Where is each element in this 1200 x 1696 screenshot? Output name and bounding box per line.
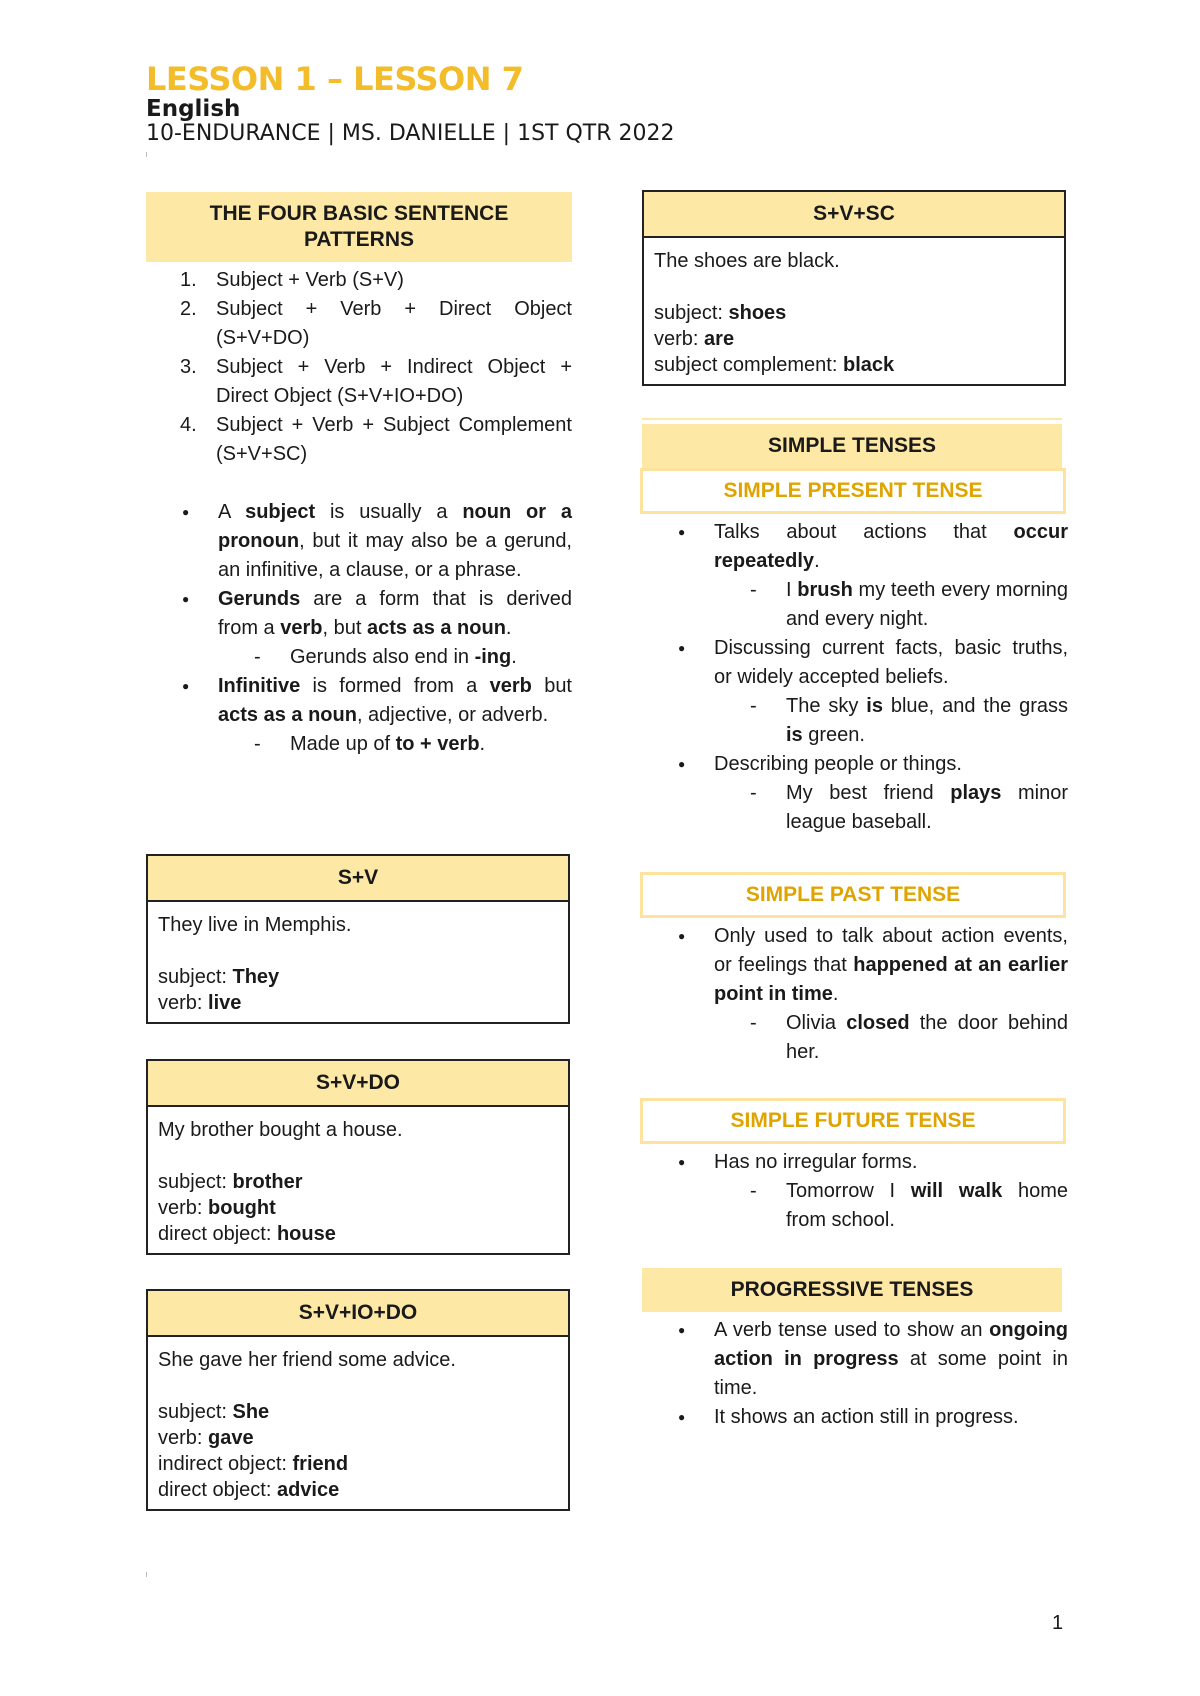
page-number: 1 <box>1052 1612 1064 1634</box>
box-title: S+V+DO <box>148 1061 568 1107</box>
list-item: ● Talks about actions that occur repeatedly. - I brush my teeth every morning and every night. <box>642 518 1068 634</box>
list-item: ● Describing people or things. - My best friend plays minor league baseball. <box>642 750 1068 837</box>
sub-item: - Made up of to + verb. <box>218 730 572 759</box>
role-row: direct object: advice <box>158 1479 340 1501</box>
example-sentence: The shoes are black. <box>654 250 840 272</box>
list-item: ● Gerunds are a form that is derived from a verb, but acts as a noun. - Gerunds also end in -ing. <box>146 585 572 672</box>
sub-item: - Gerunds also end in -ing. <box>218 643 572 672</box>
past-notes <box>642 922 1068 1067</box>
role-row: subject: They <box>158 966 280 988</box>
class-meta: 10-ENDURANCE | MS. DANIELLE | 1ST QTR 2022 <box>146 121 675 146</box>
example-sentence: She gave her friend some advice. <box>158 1349 456 1371</box>
sub-item: - Tomorrow I will walk home from school. <box>714 1177 1068 1235</box>
sub-item: - The sky is blue, and the grass is green. <box>714 692 1068 750</box>
simple-future-heading: SIMPLE FUTURE TENSE <box>640 1098 1066 1144</box>
sub-item: - Olivia closed the door behind her. <box>714 1009 1068 1067</box>
definitions-list <box>146 498 572 759</box>
progressive-notes <box>642 1316 1068 1432</box>
box-title: S+V+IO+DO <box>148 1291 568 1337</box>
role-row: subject complement: black <box>654 354 895 376</box>
margin-mark <box>146 152 147 157</box>
sub-item: - My best friend plays minor league baseball. <box>714 779 1068 837</box>
simple-tenses-heading: SIMPLE TENSES <box>642 424 1062 468</box>
simple-past-heading: SIMPLE PAST TENSE <box>640 872 1066 918</box>
list-item: 3. Subject + Verb + Indirect Object + Direct Object (S+V+IO+DO) <box>180 356 572 407</box>
sv-example-box <box>146 854 570 1024</box>
lesson-title: LESSON 1 – LESSON 7 <box>146 60 524 98</box>
progressive-tenses-heading: PROGRESSIVE TENSES <box>642 1268 1062 1312</box>
list-item: 2. Subject + Verb + Direct Object (S+V+DO) <box>180 298 572 349</box>
role-row: subject: shoes <box>654 302 787 324</box>
role-row: verb: bought <box>158 1197 276 1219</box>
list-item: ● Only used to talk about action events, or feelings that happened at an earlier point in time. - Olivia closed the door behind her. <box>642 922 1068 1067</box>
left-column <box>146 192 572 759</box>
list-item: ● A subject is usually a noun or a pronoun, but it may also be a gerund, an infinitive, a clause, or a phrase. <box>146 498 572 585</box>
role-row: verb: are <box>654 328 735 350</box>
subject-heading: English <box>146 96 241 122</box>
example-sentence: My brother bought a house. <box>158 1119 403 1141</box>
list-item: ● Has no irregular forms. - Tomorrow I will walk home from school. <box>642 1148 1068 1235</box>
role-row: direct object: house <box>158 1223 336 1245</box>
list-item: ● It shows an action still in progress. <box>642 1403 1068 1432</box>
list-item: 4. Subject + Verb + Subject Complement (S+V+SC) <box>180 414 572 465</box>
list-item: ● Discussing current facts, basic truths, or widely accepted beliefs. - The sky is blue, and the grass is green. <box>642 634 1068 750</box>
future-notes <box>642 1148 1068 1235</box>
box-title: S+V <box>148 856 568 902</box>
role-row: subject: brother <box>158 1171 303 1193</box>
patterns-heading: THE FOUR BASIC SENTENCE PATTERNS <box>146 192 572 262</box>
present-notes <box>642 518 1068 837</box>
list-item: ● Infinitive is formed from a verb but acts as a noun, adjective, or adverb. - Made up of to + verb. <box>146 672 572 759</box>
role-row: verb: live <box>158 992 242 1014</box>
simple-present-heading: SIMPLE PRESENT TENSE <box>640 468 1066 514</box>
list-item: ● A verb tense used to show an ongoing action in progress at some point in time. <box>642 1316 1068 1403</box>
sub-item: - I brush my teeth every morning and every night. <box>714 576 1068 634</box>
svdo-example-box <box>146 1059 570 1255</box>
example-sentence: They live in Memphis. <box>158 914 352 936</box>
svsc-example-box <box>642 190 1066 386</box>
role-row: indirect object: friend <box>158 1453 349 1475</box>
box-title: S+V+SC <box>644 192 1064 238</box>
list-item: 1. Subject + Verb (S+V) <box>180 269 404 291</box>
role-row: verb: gave <box>158 1427 254 1449</box>
margin-mark <box>146 1572 147 1577</box>
patterns-list <box>146 266 572 469</box>
divider <box>642 418 1062 420</box>
sviodo-example-box <box>146 1289 570 1511</box>
role-row: subject: She <box>158 1401 270 1423</box>
